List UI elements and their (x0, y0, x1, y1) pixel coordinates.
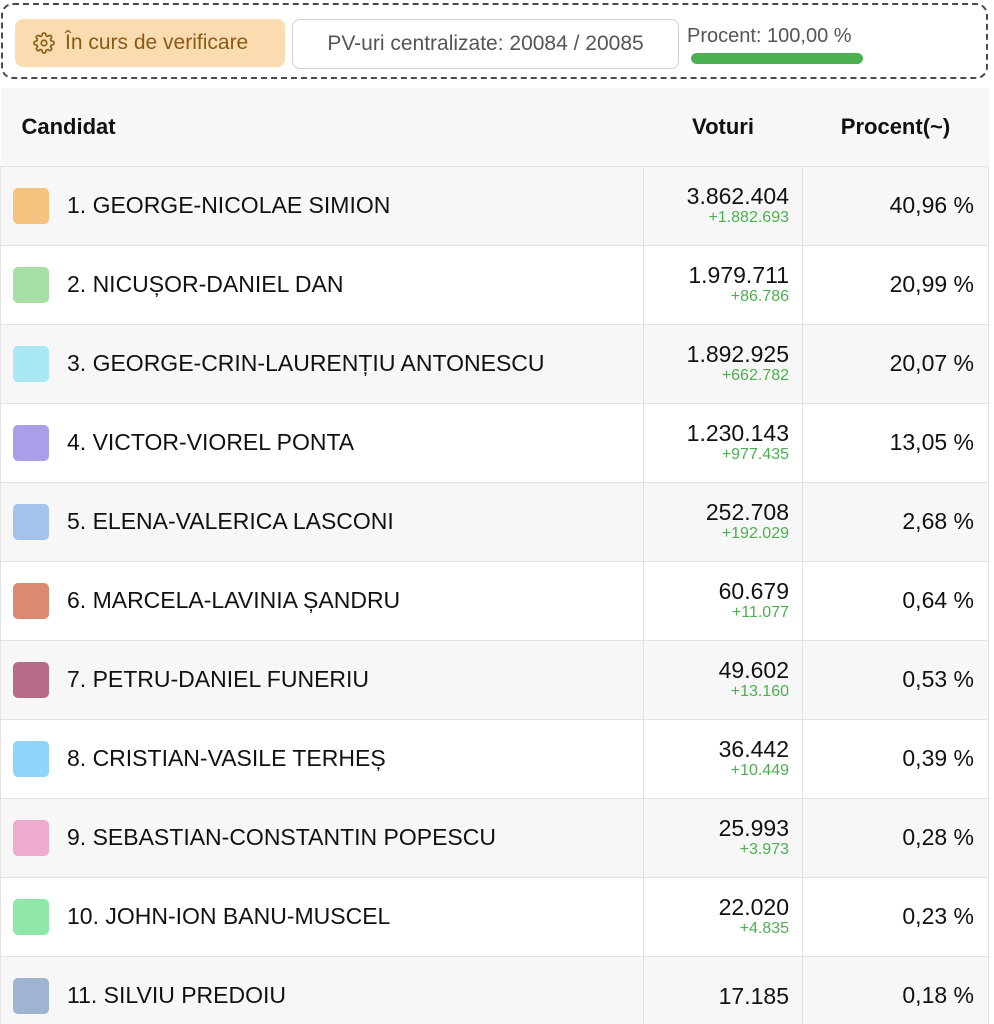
votes-delta: +192.029 (721, 524, 789, 542)
candidate-color-swatch (13, 425, 49, 461)
percent-cell: 2,68 % (803, 482, 989, 561)
candidate-name: 7. PETRU-DANIEL FUNERIU (67, 666, 370, 692)
table-row[interactable] (1, 719, 989, 798)
candidate-color-swatch (13, 188, 49, 224)
candidate-color-swatch (13, 899, 49, 935)
votes-delta: +4.835 (739, 919, 789, 937)
votes-delta: +662.782 (721, 366, 789, 384)
percent-cell: 0,18 % (803, 956, 989, 1024)
candidate-cell (1, 561, 644, 640)
verification-status-label: În curs de verificare (65, 31, 249, 54)
votes-value: 252.708 (705, 498, 789, 525)
progress-track (691, 53, 863, 64)
header-candidate[interactable]: Candidat (1, 88, 644, 166)
percent-cell: 20,07 % (803, 324, 989, 403)
percent-cell: 0,23 % (803, 877, 989, 956)
votes-value: 3.862.404 (686, 182, 789, 209)
votes-delta: +10.449 (730, 761, 789, 779)
votes-delta: +977.435 (721, 445, 789, 463)
candidate-cell (1, 956, 644, 1024)
candidate-cell (1, 245, 644, 324)
votes-cell (644, 482, 803, 561)
table-header-row (1, 88, 989, 166)
percent-cell: 13,05 % (803, 403, 989, 482)
percent-cell: 0,53 % (803, 640, 989, 719)
results-table (0, 88, 989, 1024)
candidate-name: 2. NICUȘOR-DANIEL DAN (67, 271, 344, 297)
table-row[interactable] (1, 324, 989, 403)
status-bar (1, 3, 988, 79)
percent-cell: 40,96 % (803, 166, 989, 245)
table-row[interactable] (1, 561, 989, 640)
table-row[interactable] (1, 245, 989, 324)
votes-cell (644, 403, 803, 482)
pv-count-text: PV-uri centralizate: 20084 / 20085 (327, 32, 644, 55)
candidate-name: 3. GEORGE-CRIN-LAURENȚIU ANTONESCU (67, 350, 545, 376)
candidate-color-swatch (13, 820, 49, 856)
votes-cell (644, 324, 803, 403)
votes-value: 49.602 (718, 656, 789, 683)
candidate-name: 10. JOHN-ION BANU-MUSCEL (67, 903, 391, 929)
table-row[interactable] (1, 640, 989, 719)
candidate-color-swatch (13, 662, 49, 698)
progress-fill (691, 53, 863, 64)
progress-indicator (687, 24, 877, 64)
votes-cell (644, 719, 803, 798)
candidate-name: 9. SEBASTIAN-CONSTANTIN POPESCU (67, 824, 496, 850)
candidate-name: 5. ELENA-VALERICA LASCONI (67, 508, 394, 534)
votes-value: 1.979.711 (688, 261, 789, 288)
votes-delta: +11.077 (731, 603, 789, 621)
votes-value: 36.442 (718, 735, 789, 762)
candidate-cell (1, 877, 644, 956)
gear-icon (33, 32, 55, 54)
percent-cell: 0,28 % (803, 798, 989, 877)
votes-cell (644, 640, 803, 719)
candidate-name: 11. SILVIU PREDOIU (67, 982, 286, 1008)
candidate-name: 4. VICTOR-VIOREL PONTA (67, 429, 355, 455)
candidate-cell (1, 166, 644, 245)
candidate-color-swatch (13, 346, 49, 382)
votes-cell (644, 798, 803, 877)
votes-cell (644, 956, 803, 1024)
votes-value: 17.185 (718, 982, 789, 1009)
votes-delta: +3.973 (739, 840, 789, 858)
candidate-cell (1, 324, 644, 403)
candidate-name: 6. MARCELA-LAVINIA ȘANDRU (67, 587, 401, 613)
percent-cell: 0,64 % (803, 561, 989, 640)
votes-delta: +13.160 (730, 682, 789, 700)
candidate-color-swatch (13, 978, 49, 1014)
votes-cell (644, 245, 803, 324)
votes-value: 1.892.925 (686, 340, 789, 367)
percent-cell: 20,99 % (803, 245, 989, 324)
candidate-name: 1. GEORGE-NICOLAE SIMION (67, 192, 391, 218)
header-votes[interactable]: Voturi (644, 88, 803, 166)
votes-cell (644, 166, 803, 245)
percent-cell: 0,39 % (803, 719, 989, 798)
votes-value: 60.679 (718, 577, 789, 604)
votes-cell (644, 877, 803, 956)
pv-count-box (292, 19, 679, 69)
votes-delta: +86.786 (730, 287, 789, 305)
candidate-color-swatch (13, 583, 49, 619)
candidate-cell (1, 640, 644, 719)
votes-cell (644, 561, 803, 640)
table-row[interactable] (1, 798, 989, 877)
candidate-color-swatch (13, 504, 49, 540)
votes-delta: +1.882.693 (708, 208, 789, 226)
table-row[interactable] (1, 166, 989, 245)
candidate-cell (1, 403, 644, 482)
verification-status-button[interactable] (15, 19, 285, 67)
progress-label: Procent: 100,00 % (687, 25, 852, 47)
table-row[interactable] (1, 482, 989, 561)
candidate-cell (1, 798, 644, 877)
candidate-cell (1, 482, 644, 561)
table-row[interactable] (1, 403, 989, 482)
table-row[interactable] (1, 877, 989, 956)
votes-value: 25.993 (718, 814, 789, 841)
candidate-color-swatch (13, 267, 49, 303)
votes-value: 22.020 (718, 893, 789, 920)
candidate-name: 8. CRISTIAN-VASILE TERHEȘ (67, 745, 386, 771)
table-row[interactable] (1, 956, 989, 1024)
candidate-cell (1, 719, 644, 798)
candidate-color-swatch (13, 741, 49, 777)
votes-value: 1.230.143 (686, 419, 789, 446)
header-percent[interactable]: Procent(~) (803, 88, 989, 166)
